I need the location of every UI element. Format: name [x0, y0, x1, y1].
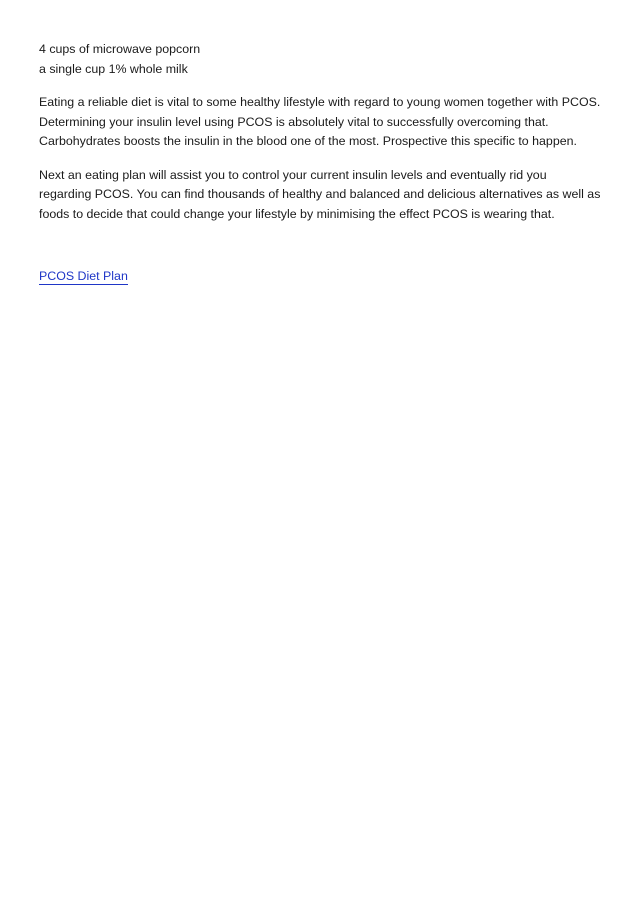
- ingredient-line-popcorn: 4 cups of microwave popcorn: [39, 42, 201, 56]
- ingredient-line-milk: a single cup 1% whole milk: [39, 61, 188, 76]
- paragraph-diet: Eating a reliable diet is vital to some healthy lifestyle with regard to young women together with PCOS. Determining your insulin level using PCOS is absolutely vital to successfully overcoming that. Carbohydrates boosts the insulin in the blood one of the most. Prospective this specific to happen.: [39, 95, 601, 148]
- pcos-diet-plan-link[interactable]: PCOS Diet Plan: [39, 269, 128, 283]
- paragraph-eating-plan: Next an eating plan will assist you to control your current insulin levels and eventually rid you regarding PCOS. You can find thousands of healthy and balanced and delicious alternatives as well as foods to decide that could change your lifestyle by minimising the effect PCOS is wearing that.: [39, 167, 601, 221]
- link-container: [39, 267, 601, 287]
- document-page: [39, 40, 601, 287]
- ingredient-list: [39, 40, 601, 79]
